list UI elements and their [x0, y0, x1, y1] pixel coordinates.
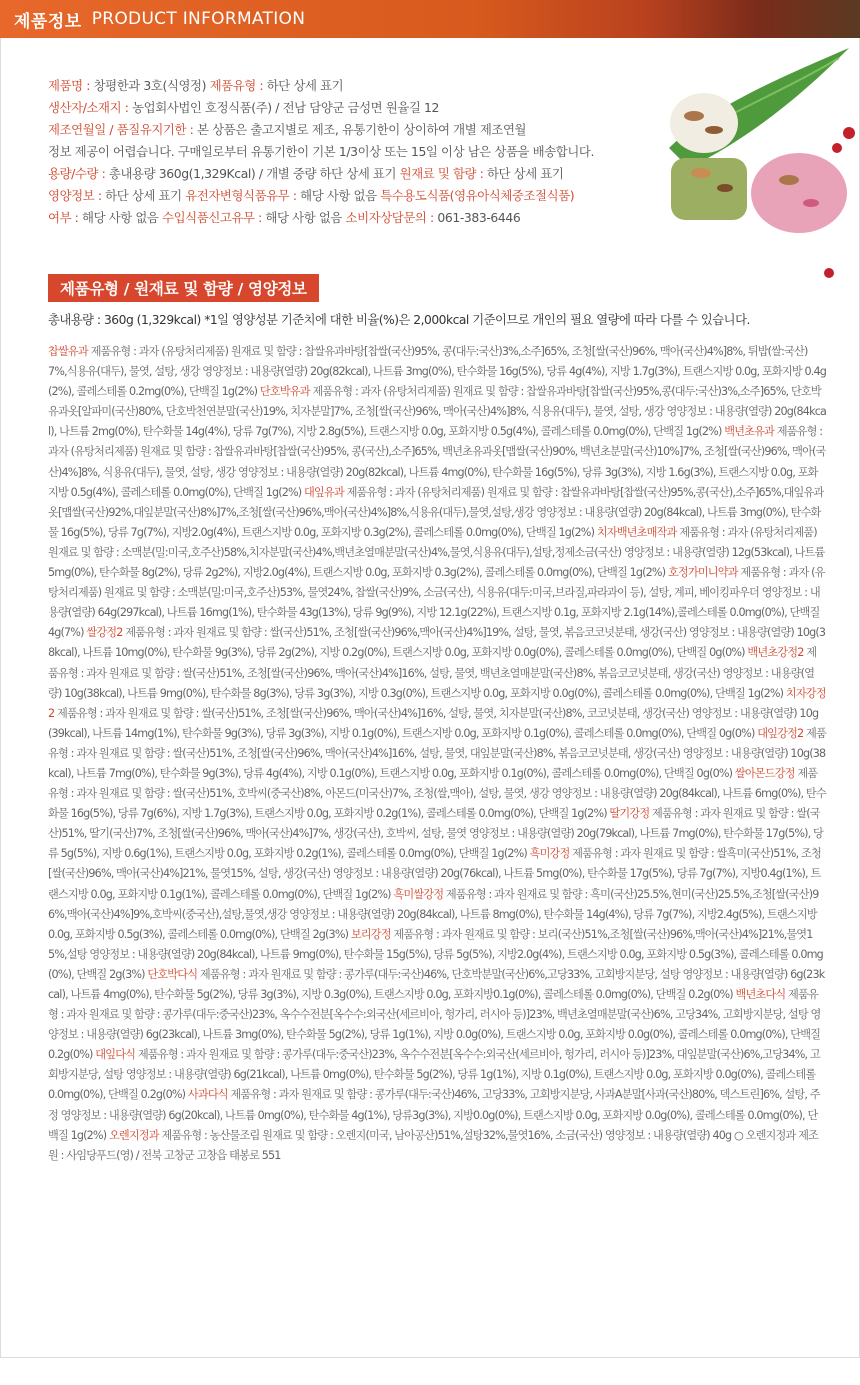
nutrition-label: 영양정보 : — [48, 188, 102, 203]
info-panel — [0, 38, 860, 1358]
date-label: 제조연월일 / 품질유지기한 : — [48, 122, 194, 137]
product-entry-text: 제품유형 : 과자 원재료 및 함량 : 쌀(국산)51%, 조청[쌀(국산)96%, 맥아(국산)4%]16%, 설탕, 물엿, 치자분말(국산)8%, 코코넛분태, 생강(국산) 영양정보 : 내용량(열량) 10g(39kcal), 나트륨 14mg(1%), 탄수화물 9g(3%), 당류 3g(3%), 지방 0.1g(0%), 트랜스지방 0.0g, 포화지방 0.1g(0%), 콜레스테롤 0.0mg(0%), 단백질 0g(0%) — [48, 706, 819, 740]
info-row-producer — [48, 97, 668, 119]
product-entry-text: 제품유형 : 과자 원재료 및 함량 : 흑미(국산)25.5%,현미(국산)25.5%,조청[쌀(국산)96%,맥아(국산)4%]9%,호박씨(중국산),설탕,물엿,생강 영양정보 : 내용량(열량) 20g(84kcal), 나트륨 8mg(0%), 탄수화물 14g(4%), 당류 7g(7%), 지방2.4g(5%), 트랜스지방 0.0g, 포화지방 0.5g(3%), 콜레스테롤 0.0mg(0%), 단백질 2g(3%) — [48, 887, 819, 941]
product-entry-text: 제품유형 : 과자 원재료 및 함량 : 쌀(국산)51%, 딸기(국산)7%, 조청[쌀(국산)96%, 맥아(국산)4%]7%, 생강(국산), 호박씨, 설탕, 물엿 영양정보 : 내용량(열량) 20g(79kcal), 나트륨 7mg(0%), 탄수화물 17g(5%), 당류 5g(5%), 지방 0.6g(1%), 트랜스지방 0.0g, 포화지방 0.2g(1%), 콜레스테롤 0.0mg(0%), 단백질 1g(2%) — [48, 807, 824, 861]
product-entry-name: 찹쌀유과 — [48, 345, 88, 358]
product-entry-text: 제품유형 : 과자 원재료 및 함량 : 보리(국산)51%,조청[쌀(국산)96%,맥아(국산)4%]21%,물엿15%,설탕 영양정보 : 내용량(열량) 20g(84kcal), 나트륨 9mg(0%), 탄수화물 15g(5%), 당류 5g(5%), 지방2.0g(4%), 트랜스지방 0.0g, 포화지방 0.5g(3%), 콜레스테롤 0.0mg(0%), 단백질 2g(3%) — [48, 927, 823, 981]
consumer-label: 소비자상담문의 : — [345, 210, 434, 225]
nutrition-value: 하단 상세 표기 — [105, 188, 182, 203]
date-value-line1: 본 상품은 출고지별로 제조, 유통기한이 상이하여 개별 제조연월 — [196, 122, 527, 137]
info-row-volume — [48, 163, 668, 185]
product-entry-name: 백년초다식 — [735, 988, 786, 1001]
product-entry-name: 쌀강정2 — [86, 626, 123, 640]
product-entry-name: 호정가미니약과 — [667, 566, 738, 580]
special-label: 특수용도식품(영유아식체중조절식품) — [380, 188, 575, 203]
volume-label: 용량/수량 : — [48, 166, 106, 181]
import-value: 해당 사항 없음 — [265, 210, 342, 225]
product-entry-name: 백년초유과 — [724, 425, 774, 439]
rice-cake-white-icon — [670, 93, 738, 153]
ingredient-label: 원재료 및 함량 : — [399, 166, 484, 181]
product-entry-text: 제품유형 : 과자 원재료 및 함량 : 쌀(국산)51%, 호박씨(중국산)8%, 아몬드(미국산)7%, 조청(쌀,맥아), 설탕, 물엿, 생강 영양정보 : 내용량(열량) 20g(84kcal), 나트륨 6mg(0%), 탄수화물 16g(5%), 당류 7g(6%), 지방 1.7g(3%), 트랜스지방 0.0g, 포화지방 0.2g(1%), 콜레스테롤 0.0mg(0%), 단백질 1g(2%) — [48, 766, 826, 821]
product-entry-name: 사과다식 — [187, 1088, 228, 1102]
consumer-value: 061-383-6446 — [437, 210, 521, 225]
producer-label: 생산자/소재지 : — [48, 100, 129, 115]
product-name-label: 제품명 : — [48, 78, 91, 93]
product-type-label: 제품유형 : — [209, 78, 264, 93]
rice-cake-pink-icon — [751, 153, 847, 233]
producer-value: 농업회사법인 호정식품(주) / 전남 담양군 금성면 원율길 12 — [132, 100, 439, 115]
product-entry-text: 제품유형 : 과자 (유탕처리제품) 원재료 및 함량 : 소맥분(밀:미국,호주산)58%,치자분말(국산)4%,백년초열매분말(국산)4%,물엿,식용유(대두),설탕,정제소금(국산) 영양정보 : 내용량(열량) 12g(53kcal), 나트륨 5mg(0%), 탄수화물 8g(2%), 당류 2g2%), 지방2.0g(4%), 트랜스지방 0.0g, 포화지방 0.3g(2%), 콜레스테롤 0.0mg(0%), 단백질 1g(2%) — [48, 525, 825, 580]
product-entry — [48, 1129, 818, 1162]
product-entry-name: 대잎다식 — [95, 1048, 136, 1062]
product-entry-name: 흑미쌀강정 — [393, 887, 444, 901]
date-value-line2: 정보 제공이 어렵습니다. 구매일로부터 유통기한이 기본 1/3이상 또는 15일 이상 남은 상품을 배송합니다. — [48, 144, 595, 159]
product-entry-name: 대잎강정2 — [757, 726, 804, 740]
berry-icon — [843, 127, 855, 139]
info-row-date-cont — [48, 141, 668, 163]
product-entry-name: 오렌지정과 — [108, 1128, 159, 1142]
ingredient-value: 하단 상세 표기 — [486, 166, 564, 181]
product-entry-name: 쌀아몬드강정 — [734, 766, 795, 780]
product-name-value: 창평한과 3호(식영정) — [93, 78, 207, 93]
product-entry-text: 제품유형 : 과자 (유탕처리제품) 원재료 및 함량 : 찹쌀유과바탕[찹쌀(국산)95%,콩(대두:국산)3%,소주]65%, 단호박유과옷[알파미(국산)80%, 단호박천연분말(국산)19%, 치자분말]7%, 조청[쌀(국산)96%, 맥아(국산)4%]8%, 식용유(대두), 물엿, 설탕, 생강 영양정보 : 내용량(열량) 20g(84kcal), 나트륨 2mg(0%), 탄수화물 14g(4%), 당류 7g(7%), 지방 2.8g(5%), 트랜스지방 0.0g, 포화지방 0.5g(4%), 콜레스테롤 0.0mg(0%), 단백질 1g(2%) — [48, 385, 827, 439]
product-entry-name: 딸기강정 — [609, 807, 650, 821]
product-entry-text: 제품유형 : 과자 (유탕처리제품) 원재료 및 함량 : 찹쌀유과바탕[찹쌀(국산)95%, 콩(국산),소주]65%, 백년초유과옷[맵쌀(국산)90%, 백년초분말(국산)10%]7%, 조청[쌀(국산)96%, 맥아(국산)4%]8%, 식용유(대두), 물엿, 설탕, 생강 영양정보 : 내용량(열량) 20g(82kcal), 나트륨 4mg(0%), 탄수화물 16g(5%), 당류 3g(3%), 지방 1.6g(3%), 트랜스지방 0.0g, 포화지방 0.5g(4%), 콜레스테롤 0.0mg(0%), 단백질 1g(2%) — [48, 425, 826, 499]
banner — [0, 0, 860, 38]
import-label: 수입식품신고유무 : — [162, 210, 262, 225]
product-entry-text: 제품유형 : 과자 원재료 및 함량 : 쌀흑미(국산)51%, 조청[쌀(국산)96%, 맥아(국산)4%]21%, 물엿15%, 설탕, 생강(국산) 영양정보 : 내용량(열량) 20g(76kcal), 나트륨 5mg(0%), 탄수화물 17g(5%), 당류 7g(7%), 지방0.4g(1%), 트랜스지방 0.0g, 포화지방 0.1g(1%), 콜레스테롤 0.0mg(0%), 단백질 1g(2%) — [48, 847, 821, 901]
product-entry-text: 제품유형 : 과자 원재료 및 함량 : 콩가루(대두:중국산)23%, 옥수수전분[옥수수:외국산(세르비아, 헝가리, 러시아 등)]23%, 대잎분말(국산)6%,고당34%, 고회방지분당, 설탕 영양정보 : 내용량(열량) 6g(21kcal), 나트륨 0mg(0%), 탄수화물 5g(2%), 당류 1g(1%), 지방 0.1g(0%), 트랜스지방 0.0g, 포화지방 0.0g(0%), 콜레스테롤 0.0mg(0%), 단백질 0.2g(0%) — [48, 1048, 820, 1102]
special-label-2: 여부 : — [48, 210, 79, 225]
gmo-value: 해당 사항 없음 — [300, 188, 377, 203]
product-entry-text: 제품유형 : 과자 원재료 및 함량 : 콩가루(대두:중국산)23%, 옥수수전분[옥수수:외국산(세르비아, 헝가리, 러시아 등)]23%, 백년초열매분말(국산)6%, 고당34%, 고회방지분당, 설탕 영양정보 : 내용량(열량) 6g(23kcal), 나트륨 3mg(0%), 탄수화물 5g(2%), 당류 1g(1%), 지방 0.0g(0%), 트랜스지방 0.0g, 포화지방 0.0g(0%), 콜레스테롤 0.0mg(0%), 단백질 0.2g(0%) — [48, 988, 821, 1062]
section-summary: 총내용량 : 360g (1,329kcal) *1일 영양성분 기준치에 대한 비율(%)은 2,000kcal 기준이므로 개인의 필요 열량에 따라 다를 수 있습니다. — [48, 313, 750, 327]
product-type-value: 하단 상세 표기 — [266, 78, 344, 93]
product-entry-text: 제품유형 : 과자 원재료 및 함량 : 쌀(국산)51%, 조청[쌀(국산)96%, 맥아(국산)4%]16%, 설탕, 물엿, 백년초열매분말(국산)8%, 볶음코코넛분태, 생강(국산) 영양정보 : 내용량(열량) 10g(38kcal), 나트륨 9mg(0%), 탄수화물 8g(3%), 당류 3g(3%), 지방 0.3g(0%), 트랜스지방 0.0g, 포화지방 0.0g(0%), 콜레스테롤 0.0mg(0%), 단백질 1g(2%) — [48, 646, 817, 700]
product-entry-name: 백년초강정2 — [747, 646, 804, 660]
info-row-date — [48, 119, 668, 141]
section-header: 제품유형 / 원재료 및 함량 / 영양정보 — [48, 274, 319, 302]
banner-title-kr: 제품정보 — [14, 11, 82, 32]
product-entry-name: 치자강정2 — [48, 686, 826, 720]
product-info-block — [48, 75, 668, 229]
product-entry-name: 보리강정 — [350, 927, 391, 941]
product-entry-text: 제품유형 : 과자 (유탕처리제품) 원재료 및 함량 : 찹쌀유과바탕[찹쌀(국산)95%, 콩(대두:국산)3%,소주]65%, 조청[쌀(국산)96%, 맥아(국산)4%]8%, 튀밥(쌀:국산)7%,식용유(대두), 물엿, 설탕, 생강 영양정보 : 내용량(열량) 20g(82kcal), 나트륨 3mg(0%), 탄수화물 16g(5%), 당류 4g(4%), 지방 1.7g(3%), 트랜스지방 0.0g, 포화지방 0.4g(2%), 콜레스테롤 0.2mg(0%), 단백질 1g(2%) — [48, 345, 827, 399]
product-entry-text: 제품유형 : 과자 원재료 및 함량 : 쌀(국산)51%, 조청[쌀(국산)96%, 맥아(국산)4%]16%, 설탕, 물엿, 대잎분말(국산)8%, 볶음코코넛분태, 생강(국산) 영양정보 : 내용량(열량) 10g(38kcal), 나트륨 7mg(0%), 탄수화물 9g(3%), 당류 4g(4%), 지방 0.1g(0%), 트랜스지방 0.0g, 포화지방 0.1g(0%), 콜레스테롤 0.0mg(0%), 단백질 0g(0%) — [48, 726, 826, 780]
info-row-nutrition — [48, 185, 668, 207]
info-row-name — [48, 75, 668, 97]
info-row-special — [48, 207, 668, 229]
product-entry-text: 제품유형 : 과자 원재료 및 함량 : 콩가루(대두:국산)46%, 고당33%, 고회방지분당, 사과A분말[사과(국산)80%, 덱스트린]6%, 설탕, 주정 영양정보 : 내용량(열량) 6g(20kcal), 나트륨 0mg(0%), 탄수화물 4g(1%), 당류3g(3%), 지방0.0g(0%), 트랜스지방 0.0g, 포화지방 0.0g(0%), 콜레스테롤 0.0mg(0%), 단백질 1g(2%) — [48, 1088, 820, 1142]
product-entry-text: 제품유형 : 과자 (유탕처리제품) 원재료 및 함량 : 소맥분(밀:미국,호주산)53%, 물엿24%, 찹쌀(국산)9%, 소금(국산), 식용유(대두:미국,브라질,파라과이 등), 설탕, 계피, 베이킹파우더 영양정보 : 내용량(열량) 64g(297kcal), 나트륨 16mg(1%), 탄수화물 43g(13%), 당류 9g(9%), 지방 12.1g(22%), 트랜스지방 0.1g, 포화지방 2.1g(14%),콜레스테롤 0.0mg(0%), 단백질 4g(7%) — [48, 566, 825, 640]
product-entry-text: 제품유형 : 과자 원재료 및 함량 : 콩가루(대두:국산)46%, 단호박분말(국산)6%,고당33%, 고회방지분당, 설탕 영양정보 : 내용량(열량) 6g(23kcal), 나트륨 4mg(0%), 탄수화물 5g(2%), 당류 3g(3%), 지방 0.3g(0%), 트랜스지방 0.0g, 포화지방0.1g(0%), 콜레스테롤 0.0mg(0%), 단백질 0.2g(0%) — [48, 967, 825, 1001]
product-entry-name: 단호박다식 — [147, 967, 198, 981]
product-entry-name: 대잎유과 — [304, 485, 344, 499]
product-entry — [48, 968, 824, 1001]
product-entry — [48, 626, 825, 659]
product-entry-name: 치자백년초매작과 — [596, 525, 677, 539]
banner-title-en: PRODUCT INFORMATION — [91, 9, 306, 29]
volume-value: 총내용량 360g(1,329Kcal) / 개별 중량 하단 상세 표기 — [108, 166, 397, 181]
product-entry-name: 흑미강정 — [529, 847, 570, 861]
rice-cake-green-icon — [671, 158, 747, 220]
special-value: 해당 사항 없음 — [82, 210, 159, 225]
product-entry-name: 단호박유과 — [259, 385, 310, 399]
product-detail-list — [48, 342, 826, 1166]
product-entry-text: 제품유형 : 농산물조림 원재료 및 함량 : 오렌지(미국, 남아공산)51%,설탕32%,물엿16%, 소금(국산) 영양정보 : 내용량(열량) 40g ○ 오렌지정과 제조원 : 사임당푸드(영) / 전북 고창군 고창읍 태봉로 551 — [48, 1128, 819, 1162]
product-entry-text: 제품유형 : 과자 (유탕처리제품) 원재료 및 함량 : 찹쌀유과바탕[찹쌀(국산)95%,콩(국산),소주]65%,대잎유과옷[맵쌀(국산)92%,대잎분말(국산)8%]7%,조청[쌀(국산)96%,맥아(국산)4%]8%,식용유(대두),물엿,설탕,생강 영양정보 : 내용량(열량) 20g(84kcal), 나트륨 3mg(0%), 탄수화물 16g(5%), 당류 7g(7%), 지방2.0g(4%), 트랜스지방 0.0g, 포화지방 0.3g(2%), 콜레스테롤 0.0mg(0%), 단백질 1g(2%) — [48, 485, 824, 539]
product-entry-text: 제품유형 : 과자 원재료 및 함량 : 쌀(국산)51%, 조청[쌀(국산)96%,맥아(국산)4%]19%, 설탕, 물엿, 볶음코코넛분태, 생강(국산) 영양정보 : 내용량(열량) 10g(38kcal), 나트륨 10mg(0%), 탄수화물 9g(3%), 당류 2g(2%), 지방 0.2g(0%), 트랜스지방 0.0g, 포화지방 0.0g(0%), 콜레스테롤 0.0mg(0%), 단백질 0g(0%) — [48, 626, 826, 660]
gmo-label: 유전자변형식품유무 : — [185, 188, 297, 203]
